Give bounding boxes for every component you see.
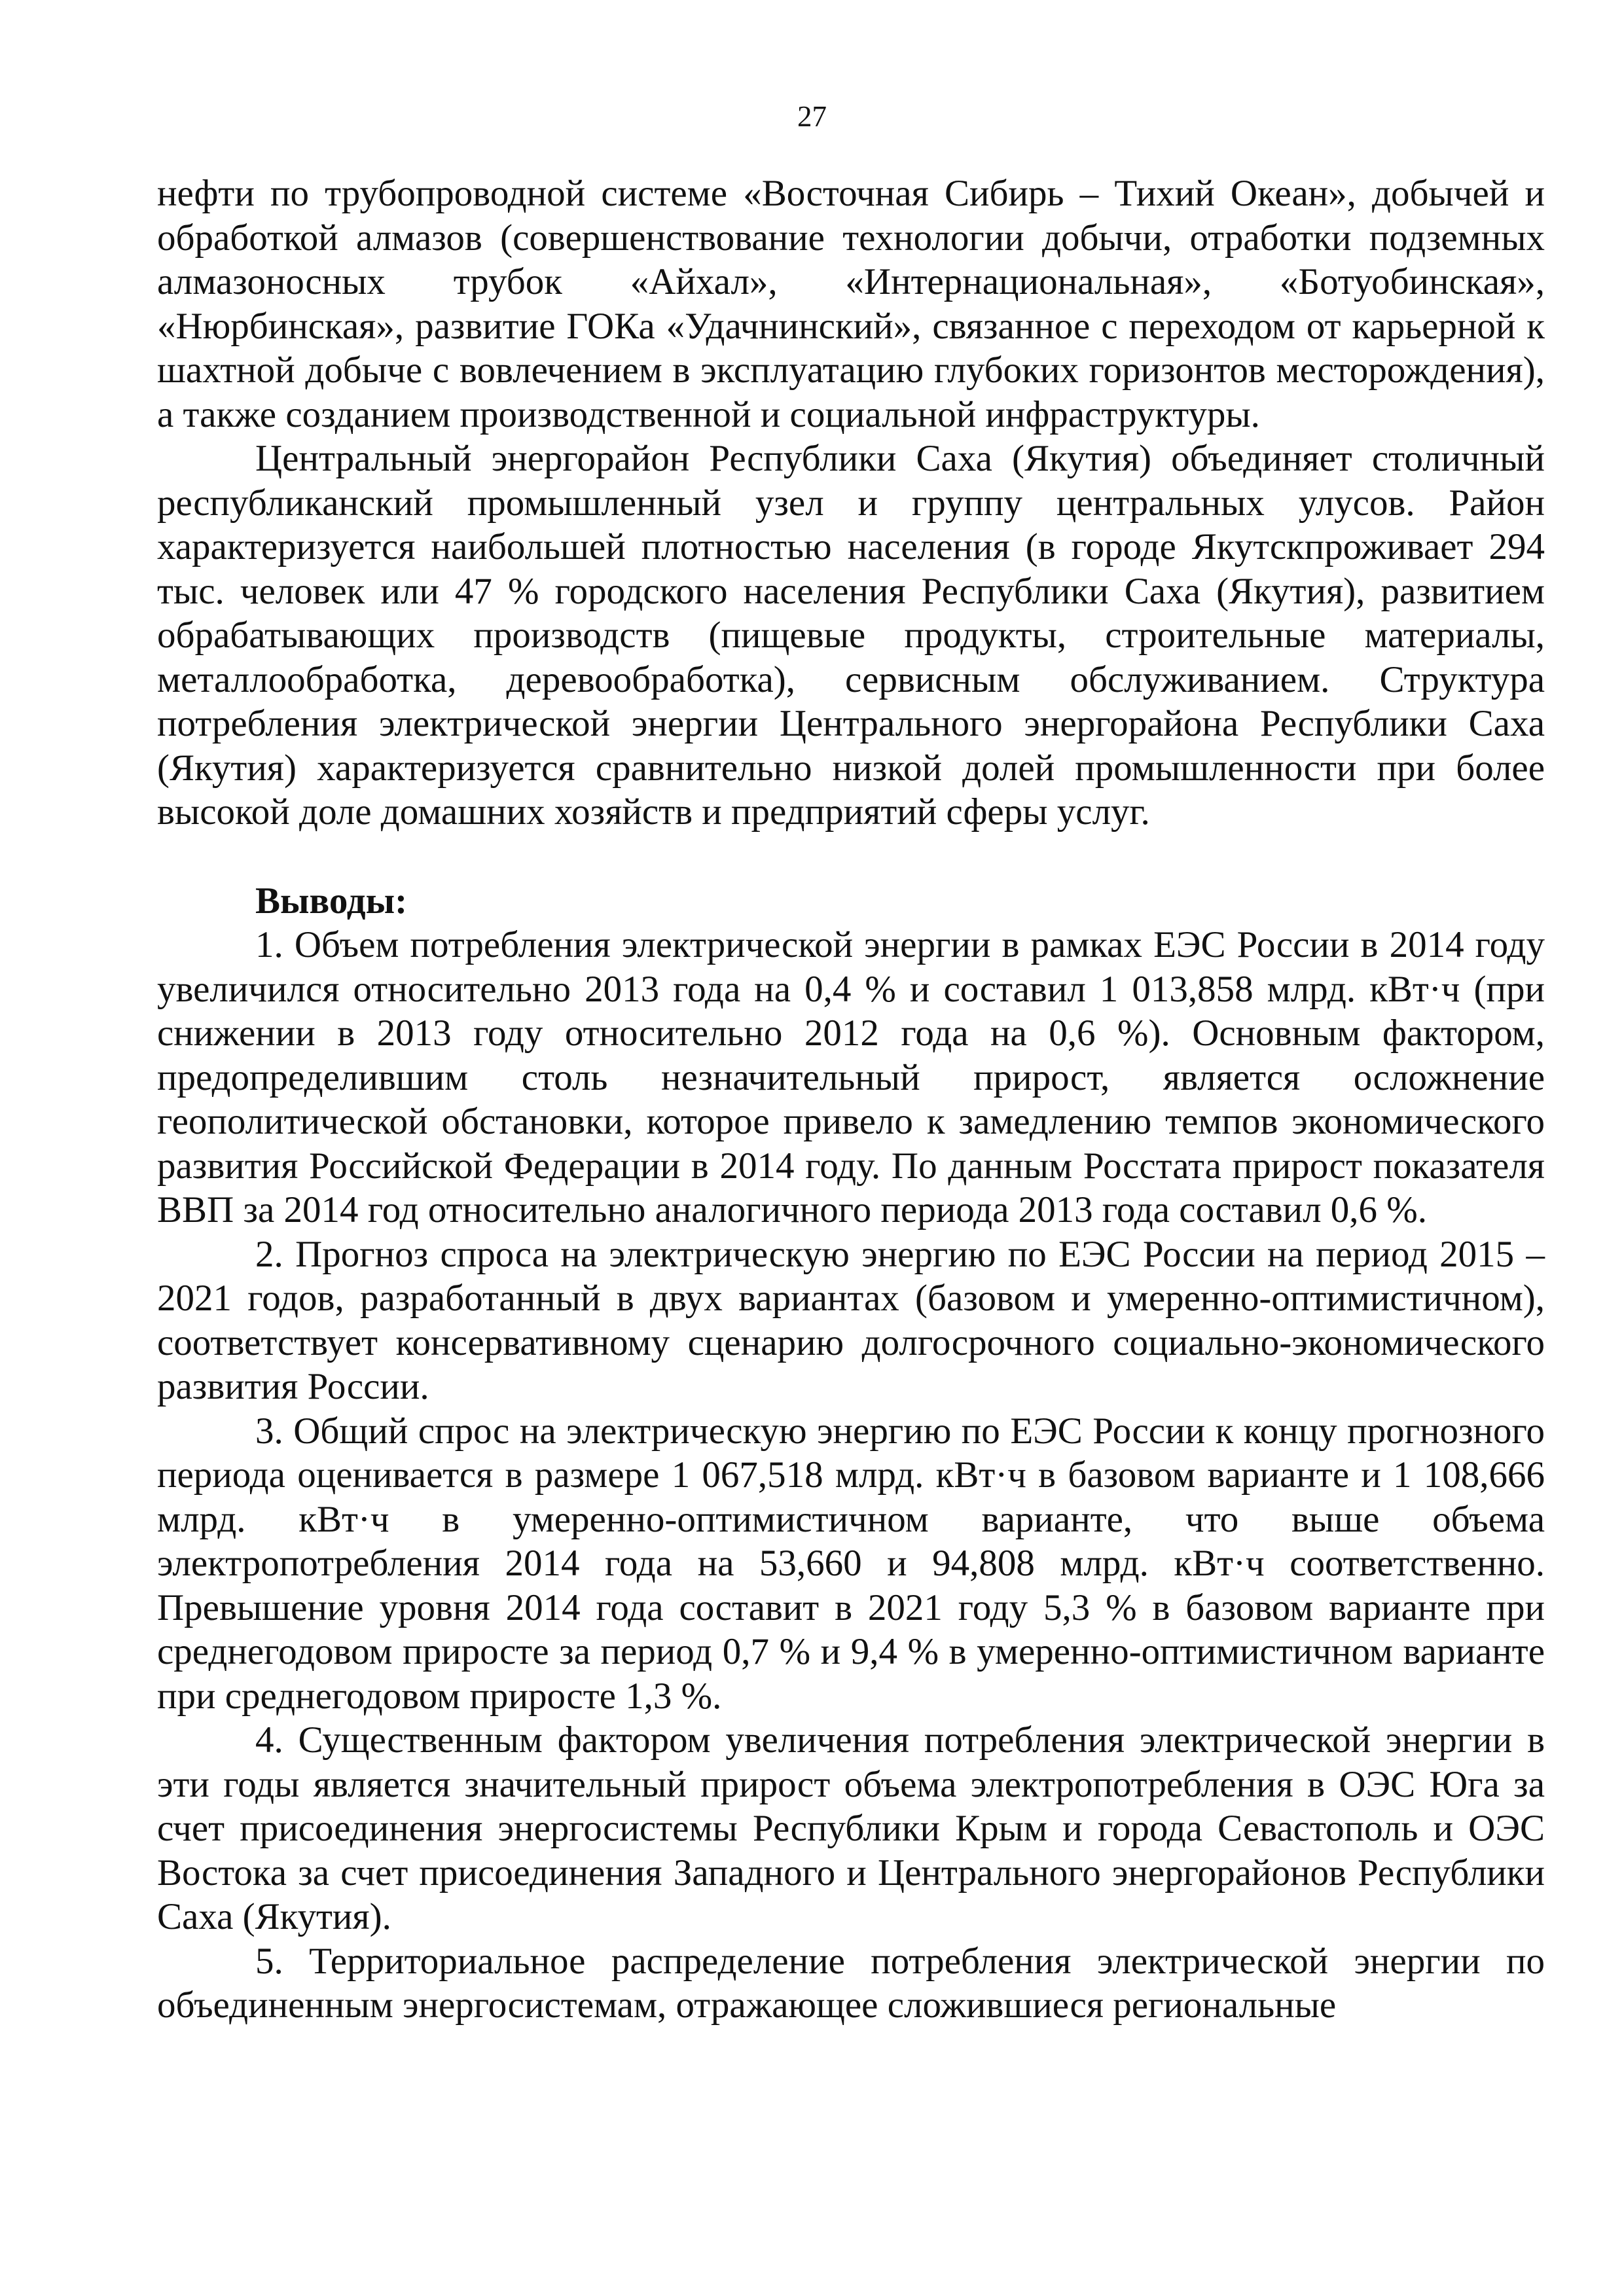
conclusions-heading: Выводы: xyxy=(255,880,408,922)
page-number: 27 xyxy=(797,100,827,133)
conclusion-item-4: 4. Существенным фактором увеличения потребления электрической энергии в эти годы является значительный прирост объема электропотребления в ОЭС Юга за счет присоединения энергосистемы Республики Крым и города Севастополь и ОЭС Востока за счет присоединения Западного и Центрального энергорайонов Республики Саха (Якутия). xyxy=(157,1719,1545,1937)
conclusion-item-1: 1. Объем потребления электрической энергии в рамках ЕЭС России в 2014 году увеличился относительно 2013 года на 0,4 % и составил 1 013,858 млрд. кВт·ч (при снижении в 2013 году относительно 2012 года на 0,6 %). Основным фактором, предопределившим столь незначительный прирост, является осложнение геополитической обстановки, которое привело к замедлению темпов экономического развития Российской Федерации в 2014 году. По данным Росстата прирост показателя ВВП за 2014 год относительно аналогичного периода 2013 года составил 0,6 %. xyxy=(157,924,1545,1230)
conclusion-item-2: 2. Прогноз спроса на электрическую энергию по ЕЭС России на период 2015 – 2021 годов, разработанный в двух вариантах (базовом и умеренно-оптимистичном), соответствует консервативному сценарию долгосрочного социально-экономического развития России. xyxy=(157,1233,1545,1407)
paragraph-central-energy-district: Центральный энергорайон Республики Саха (Якутия) объединяет столичный республиканский промышленный узел и группу центральных улусов. Район характеризуется наибольшей плотностью населения (в городе Якутскпроживает 294 тыс. человек или 47 % городского населения Республики Саха (Якутия), развитием обрабатывающих производств (пищевые продукты, строительные материалы, металлообработка, деревообработка), сервисным обслуживанием. Структура потребления электрической энергии Центрального энергорайона Республики Саха (Якутия) характеризуется сравнительно низкой долей промышленности при более высокой доле домашних хозяйств и предприятий сферы услуг. xyxy=(157,438,1545,833)
conclusion-item-3: 3. Общий спрос на электрическую энергию по ЕЭС России к концу прогнозного периода оценивается в размере 1 067,518 млрд. кВт·ч в базовом варианте и 1 108,666 млрд. кВт·ч в умеренно-оптимистичном варианте, что выше объема электропотребления 2014 года на 53,660 и 94,808 млрд. кВт·ч соответственно. Превышение уровня 2014 года составит в 2021 году 5,3 % в базовом варианте при среднегодовом приросте за период 0,7 % и 9,4 % в умеренно-оптимистичном варианте при среднегодовом приросте 1,3 %. xyxy=(157,1410,1545,1717)
document-body xyxy=(157,171,1545,2028)
conclusion-item-5: 5. Территориальное распределение потребления электрической энергии по объединенным энергосистемам, отражающее сложившиеся региональные xyxy=(157,1940,1545,2026)
paragraph-continuation: нефти по трубопроводной системе «Восточная Сибирь – Тихий Океан», добычей и обработкой алмазов (совершенствование технологии добычи, отработки подземных алмазоносных трубок «Айхал», «Интернациональная», «Ботуобинская», «Нюрбинская», развитие ГОКа «Удачнинский», связанное с переходом от карьерной к шахтной добыче с вовлечением в эксплуатацию глубоких горизонтов месторождения), а также созданием производственной и социальной инфраструктуры. xyxy=(157,173,1545,435)
